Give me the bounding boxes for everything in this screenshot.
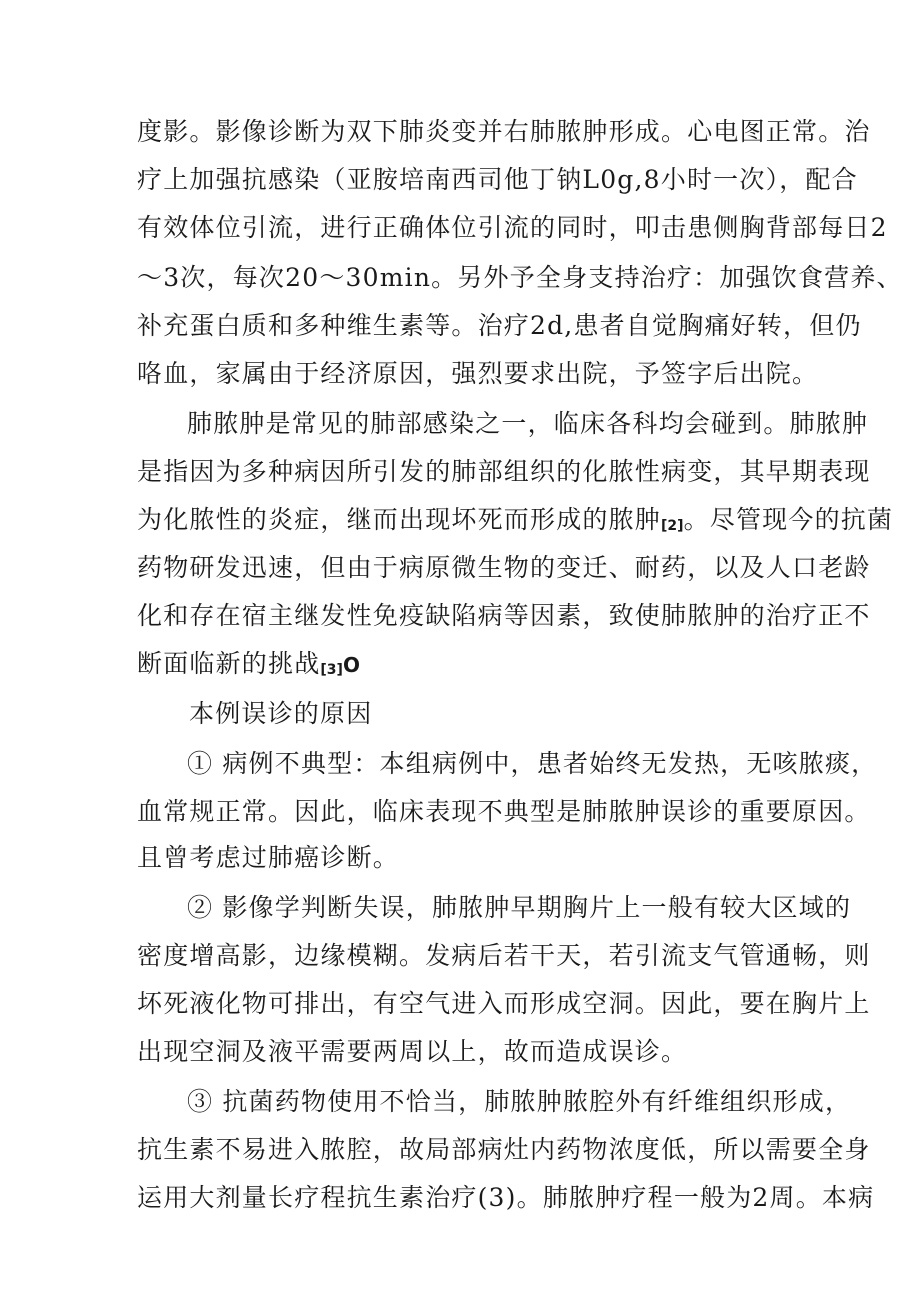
- reason3-line-1: ③ 抗菌药物使用不恰当，肺脓肿脓腔外有纤维组织形成，: [187, 1087, 852, 1116]
- paragraph1-line-4: ～3次，每次20～30min。另外予全身支持治疗：加强饮食营养、: [137, 263, 903, 292]
- paragraph2-line-1: 肺脓肿是常见的肺部感染之一，临床各科均会碰到。肺脓肿: [187, 409, 869, 438]
- section-heading: 本例误诊的原因: [189, 699, 373, 728]
- reason2-line-1: ② 影像学判断失误，肺脓肿早期胸片上一般有较大区域的: [187, 893, 852, 922]
- paragraph1-line-5: 补充蛋白质和多种维生素等。治疗2d,患者自觉胸痛好转，但仍: [137, 311, 862, 340]
- paragraph2-line-6-text: 断面临新的挑战: [137, 649, 321, 678]
- paragraph2-line-6-tail: O: [342, 653, 360, 677]
- citation-ref-2: [2]: [661, 518, 684, 534]
- paragraph2-line-3-text: 为化脓性的炎症，继而出现坏死而形成的脓肿: [137, 505, 662, 534]
- paragraph1-line-2: 疗上加强抗感染（亚胺培南西司他丁钠L0g,8小时一次），配合: [137, 165, 858, 194]
- paragraph1-line-6: 咯血，家属由于经济原因，强烈要求出院，予签字后出院。: [137, 359, 819, 388]
- paragraph1-line-3: 有效体位引流，进行正确体位引流的同时，叩击患侧胸背部每日2: [137, 213, 888, 242]
- paragraph2-line-3: [137, 504, 893, 542]
- reason2-line-4: 出现空洞及液平需要两周以上，故而造成误诊。: [137, 1037, 688, 1066]
- paragraph2-line-4: 药物研发迅速，但由于病原微生物的变迁、耐药，以及人口老龄: [137, 553, 871, 582]
- reason1-line-2: 血常规正常。因此，临床表现不典型是肺脓肿误诊的重要原因。: [137, 797, 871, 826]
- reason1-line-3: 且曾考虑过肺癌诊断。: [137, 843, 400, 872]
- reason2-line-3: 坏死液化物可排出，有空气进入而形成空洞。因此，要在胸片上: [137, 989, 871, 1018]
- reason3-line-3: 运用大剂量长疗程抗生素治疗(3)。肺脓肿疗程一般为2周。本病: [137, 1183, 875, 1212]
- reason2-line-2: 密度增高影，边缘模糊。发病后若干天，若引流支气管通畅，则: [137, 941, 871, 970]
- reason1-line-1: ① 病例不典型：本组病例中，患者始终无发热，无咳脓痰，: [187, 749, 878, 778]
- paragraph2-line-3-after: 。尽管现今的抗菌: [683, 505, 894, 534]
- paragraph1-line-1: 度影。影像诊断为双下肺炎变并右肺脓肿形成。心电图正常。治: [137, 117, 871, 146]
- paragraph2-line-6: [137, 648, 360, 686]
- paragraph2-line-5: 化和存在宿主继发性免疫缺陷病等因素，致使肺脓肿的治疗正不: [137, 601, 871, 630]
- reason3-line-2: 抗生素不易进入脓腔，故局部病灶内药物浓度低，所以需要全身: [137, 1135, 871, 1164]
- citation-ref-3: [3]: [320, 662, 343, 678]
- paragraph2-line-2: 是指因为多种病因所引发的肺部组织的化脓性病变，其早期表现: [137, 457, 871, 486]
